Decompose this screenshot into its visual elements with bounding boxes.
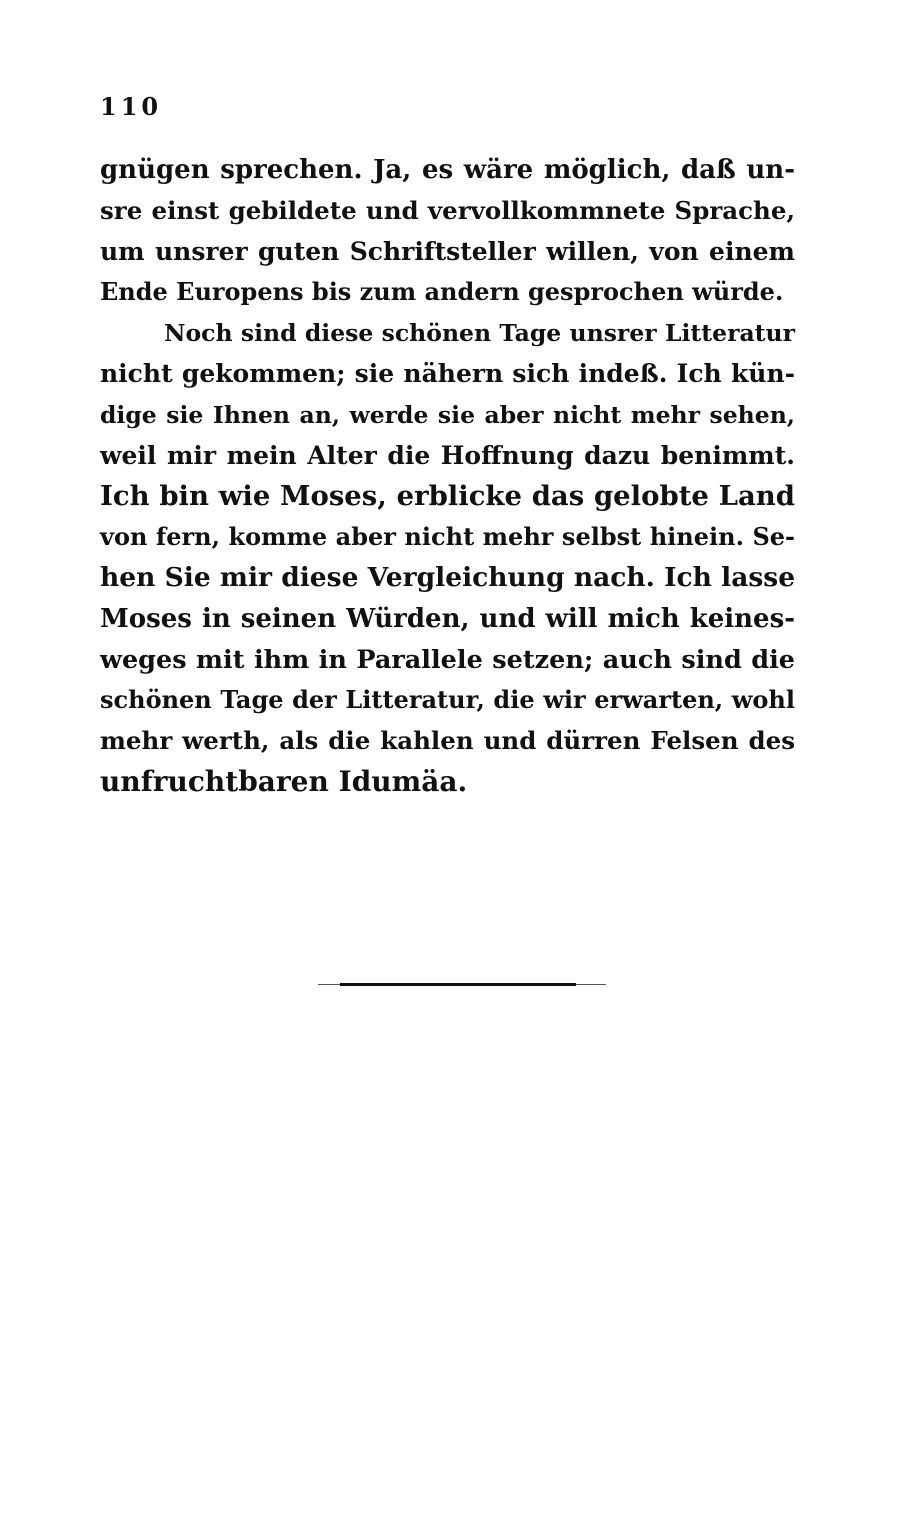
text-line: nicht gekommen; sie nähern sich indeß. Ich kün- <box>100 358 795 388</box>
text-line: weges mit ihm in Parallele setzen; auch sind die <box>100 644 795 675</box>
text-line: mehr werth, als die kahlen und dürren Felsen des <box>100 726 795 756</box>
rule-main <box>340 983 576 986</box>
rule-tail-right <box>576 984 606 985</box>
text-line: von fern, komme aber nicht mehr selbst hinein. Se- <box>100 522 795 552</box>
text-line: schönen Tage der Litteratur, die wir erwarten, wohl <box>100 685 795 715</box>
text-line: weil mir mein Alter die Hoffnung dazu benimmt. <box>100 440 795 470</box>
paragraph-1 <box>100 150 795 313</box>
text-line: Noch sind diese schönen Tage unsrer Litteratur <box>164 319 795 348</box>
text-line: hen Sie mir diese Vergleichung nach. Ich lasse <box>100 561 796 593</box>
rule-tail-left <box>318 984 340 985</box>
page-number: 110 <box>100 92 163 121</box>
text-line: dige sie Ihnen an, werde sie aber nicht mehr sehen, <box>100 400 795 429</box>
text-line: Moses in seinen Würden, und will mich keines- <box>100 603 795 634</box>
text-line: Ende Europens bis zum andern gesprochen würde. <box>100 277 784 307</box>
text-line: gnügen sprechen. Ja, es wäre möglich, daß un- <box>100 155 795 185</box>
body-text <box>100 150 795 803</box>
text-line: Ich bin wie Moses, erblicke das gelobte Land <box>100 480 795 513</box>
text-line: sre einst gebildete und vervollkommnete Sprache, <box>100 195 795 225</box>
text-line: um unsrer guten Schriftsteller willen, von einem <box>100 236 795 266</box>
text-line: unfruchtbaren Idumäa. <box>100 764 468 798</box>
paragraph-2 <box>100 313 795 803</box>
